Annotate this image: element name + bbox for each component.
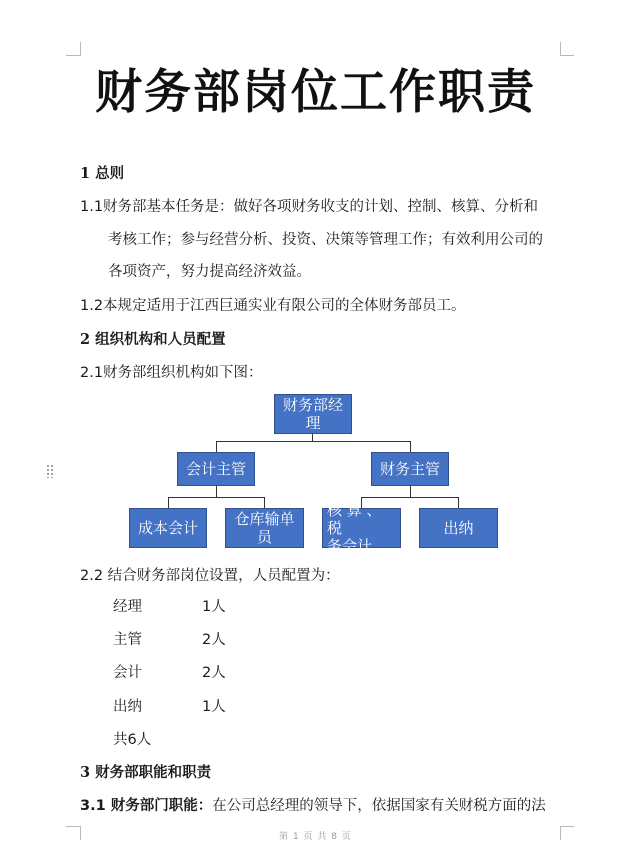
org-node-finance-supervisor: 财务主管 xyxy=(371,452,449,486)
org-node-finance-manager: 财务部经 理 xyxy=(274,394,352,434)
paragraph-1-2: 1.2本规定适用于江西巨通实业有限公司的全体财务部员工。 xyxy=(80,298,466,314)
connector-line xyxy=(168,497,265,498)
crop-mark xyxy=(560,826,574,827)
crop-mark xyxy=(66,826,80,827)
staff-role: 主管 xyxy=(113,632,142,648)
page-footer: 第 1 页 共 8 页 xyxy=(279,832,352,842)
section-1-heading: 1 总则 xyxy=(80,165,125,182)
paragraph-1-1-line-2: 考核工作；参与经营分析、投资、决策等管理工作；有效利用公司的 xyxy=(108,232,543,248)
drag-handle-icon[interactable] xyxy=(46,464,54,478)
staff-count: 2人 xyxy=(202,632,226,648)
crop-mark xyxy=(80,42,81,56)
connector-line xyxy=(216,441,411,442)
staff-role: 会计 xyxy=(113,665,142,681)
staff-total: 共6人 xyxy=(113,732,152,748)
section-3-heading: 3 财务部职能和职责 xyxy=(80,764,212,781)
org-node-cost-accounting: 成本会计 xyxy=(129,508,207,548)
connector-line xyxy=(361,497,459,498)
org-node-cashier: 出纳 xyxy=(419,508,498,548)
connector-line xyxy=(216,484,217,498)
staff-role: 出纳 xyxy=(113,699,142,715)
org-node-tax-accounting: 核 算 、 税 务会计 xyxy=(322,508,401,548)
staff-role: 经理 xyxy=(113,599,142,615)
paragraph-1-1-line-1: 1.1财务部基本任务是：做好各项财务收支的计划、控制、核算、分析和 xyxy=(80,199,539,215)
paragraph-3-1-text: 在公司总经理的领导下，依据国家有关财税方面的法 xyxy=(212,798,546,814)
staff-count: 1人 xyxy=(202,599,226,615)
staff-count: 1人 xyxy=(202,699,226,715)
org-node-accounting-supervisor: 会计主管 xyxy=(177,452,255,486)
paragraph-3-1 xyxy=(80,796,546,816)
crop-mark xyxy=(560,42,561,56)
connector-line xyxy=(410,484,411,498)
org-node-warehouse-clerk: 仓库输单 员 xyxy=(225,508,304,548)
paragraph-1-1-line-3: 各项资产，努力提高经济效益。 xyxy=(108,264,311,280)
section-2-heading: 2 组织机构和人员配置 xyxy=(80,331,226,348)
paragraph-2-1: 2.1财务部组织机构如下图： xyxy=(80,365,263,381)
paragraph-2-2: 2.2 结合财务部岗位设置，人员配置为： xyxy=(80,568,340,584)
paragraph-3-1-label: 3.1 财务部门职能： xyxy=(80,798,213,814)
page-title: 财务部岗位工作职责 xyxy=(95,65,536,120)
staff-count: 2人 xyxy=(202,665,226,681)
